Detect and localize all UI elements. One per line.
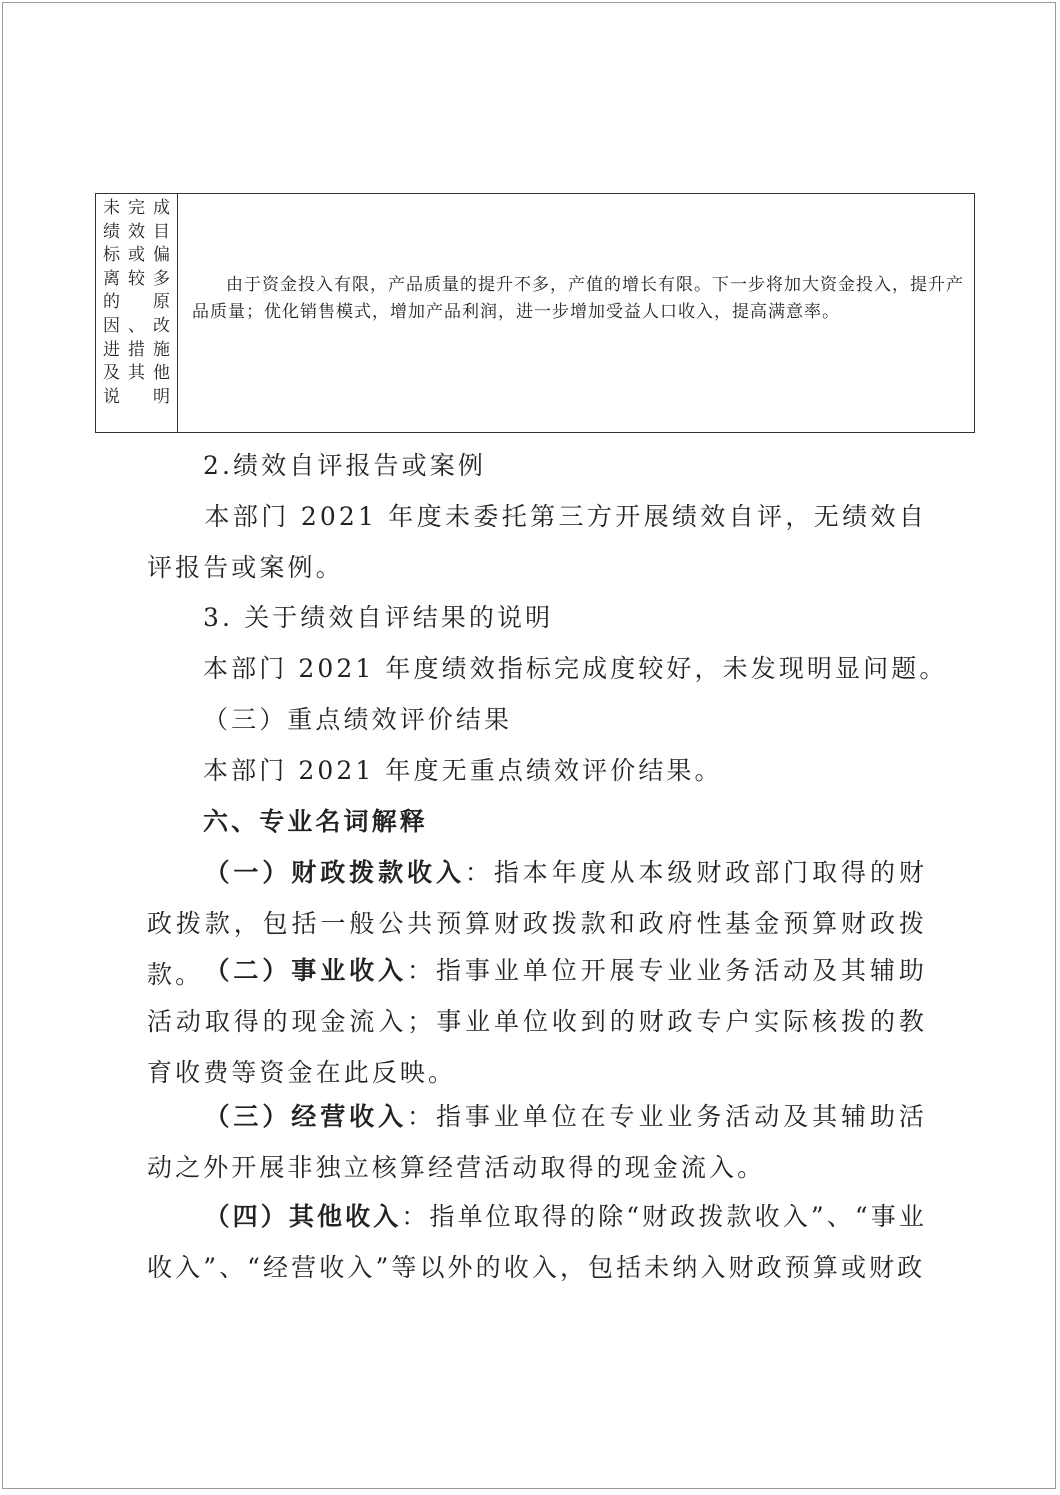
section-2-title: 2.绩效自评报告或案例 (203, 451, 486, 480)
key-evaluation-title: （三）重点绩效评价结果 (203, 705, 513, 734)
header-line: 因、改 (103, 315, 173, 336)
key-evaluation-body: 本部门 2021 年度无重点绩效评价结果。 (203, 756, 723, 785)
section-3-title: 3. 关于绩效自评结果的说明 (203, 603, 554, 632)
header-line: 标或偏 (103, 245, 173, 266)
definition-3-text: ：指事业单位在专业业务活动及其辅助活动之外开展非独立核算经营活动取得的现金流入。 (147, 1102, 927, 1182)
header-line: 离较多 (103, 268, 173, 289)
definition-3 (147, 1091, 927, 1193)
header-line: 及其他 (103, 363, 173, 384)
header-line: 说明 (103, 386, 173, 407)
definition-4-term: （四）其他收入 (204, 1202, 402, 1231)
section-3-body: 本部门 2021 年度绩效指标完成度较好，未发现明显问题。 (203, 654, 948, 683)
header-line: 的 原 (103, 292, 173, 313)
table-header-cell (96, 194, 178, 432)
header-line: 未完成 (103, 198, 173, 218)
performance-table (95, 193, 975, 433)
definition-4-text: ：指单位取得的除“财政拨款收入”、“事业收入”、“经营收入”等以外的收入，包括未纳入财政预算或财政 (147, 1202, 928, 1282)
table-content-text: 由于资金投入有限，产品质量的提升不多，产值的增长有限。下一步将加大资金投入，提升产品质量；优化销售模式，增加产品利润，进一步增加受益人口收入，提高满意率。 (192, 275, 964, 322)
header-line: 绩效目 (103, 221, 173, 242)
document-page (2, 2, 1056, 1489)
definition-3-term: （三）经营收入 (204, 1102, 408, 1131)
definition-1-term: （一）财政拨款收入 (204, 858, 465, 887)
definition-4 (147, 1191, 927, 1293)
definition-2-text: ：指事业单位开展专业业务活动及其辅助活动取得的现金流入；事业单位收到的财政专户实际核拨的教育收费等资金在此反映。 (147, 956, 927, 1087)
definition-1-text: ：指本年度从本级财政部门取得的财政拨款，包括一般公共预算财政拨款和政府性基金预算财政拨款。 (147, 858, 927, 989)
definition-2-term: （二）事业收入 (204, 956, 408, 985)
header-line: 进措施 (103, 339, 173, 360)
definition-2 (147, 945, 927, 1098)
section-2-body: 本部门 2021 年度未委托第三方开展绩效自评，无绩效自评报告或案例。 (147, 502, 927, 582)
chapter-6-title: 六、专业名词解释 (203, 807, 428, 836)
table-content-cell (178, 194, 974, 432)
